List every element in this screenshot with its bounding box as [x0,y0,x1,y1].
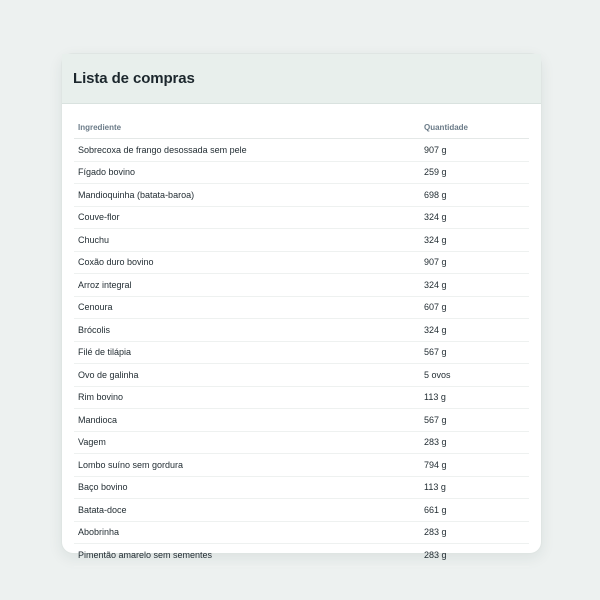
table-row [74,206,529,229]
table-row [74,161,529,184]
ingredient-cell: Pimentão amarelo sem sementes [74,544,420,567]
table-row [74,364,529,387]
quantity-cell: 324 g [420,319,529,342]
ingredient-cell: Abobrinha [74,521,420,544]
table-row [74,521,529,544]
quantity-cell: 324 g [420,274,529,297]
table-row [74,229,529,252]
ingredient-cell: Baço bovino [74,476,420,499]
ingredient-cell: Mandioca [74,409,420,432]
ingredient-cell: Batata-doce [74,499,420,522]
table-row [74,409,529,432]
ingredient-cell: Mandioquinha (batata-baroa) [74,184,420,207]
shopping-table [74,116,529,567]
ingredient-cell: Brócolis [74,319,420,342]
table-body [74,139,529,567]
table-row [74,274,529,297]
table-row [74,319,529,342]
quantity-cell: 113 g [420,386,529,409]
quantity-cell: 5 ovos [420,364,529,387]
table-header-row [74,116,529,139]
quantity-cell: 794 g [420,454,529,477]
table-row [74,296,529,319]
ingredient-cell: Fígado bovino [74,161,420,184]
quantity-cell: 907 g [420,139,529,162]
table-row [74,184,529,207]
column-header-ingredient: Ingrediente [74,116,420,139]
ingredient-cell: Vagem [74,431,420,454]
table-row [74,386,529,409]
quantity-cell: 259 g [420,161,529,184]
page-title: Lista de compras [73,70,195,87]
ingredient-cell: Cenoura [74,296,420,319]
quantity-cell: 324 g [420,206,529,229]
quantity-cell: 324 g [420,229,529,252]
quantity-cell: 907 g [420,251,529,274]
card-header [62,54,541,104]
table-row [74,499,529,522]
ingredient-cell: Arroz integral [74,274,420,297]
quantity-cell: 283 g [420,544,529,567]
table-container [62,104,541,567]
ingredient-cell: Couve-flor [74,206,420,229]
ingredient-cell: Ovo de galinha [74,364,420,387]
shopping-list-card [61,53,542,560]
quantity-cell: 113 g [420,476,529,499]
ingredient-cell: Lombo suíno sem gordura [74,454,420,477]
quantity-cell: 283 g [420,431,529,454]
table-row [74,431,529,454]
ingredient-cell: Coxão duro bovino [74,251,420,274]
column-header-quantity: Quantidade [420,116,529,139]
table-row [74,476,529,499]
ingredient-cell: Filé de tilápia [74,341,420,364]
table-row [74,251,529,274]
ingredient-cell: Sobrecoxa de frango desossada sem pele [74,139,420,162]
quantity-cell: 661 g [420,499,529,522]
ingredient-cell: Chuchu [74,229,420,252]
quantity-cell: 567 g [420,341,529,364]
quantity-cell: 698 g [420,184,529,207]
quantity-cell: 567 g [420,409,529,432]
table-row [74,341,529,364]
table-row [74,139,529,162]
table-row [74,544,529,567]
quantity-cell: 607 g [420,296,529,319]
quantity-cell: 283 g [420,521,529,544]
table-row [74,454,529,477]
ingredient-cell: Rim bovino [74,386,420,409]
